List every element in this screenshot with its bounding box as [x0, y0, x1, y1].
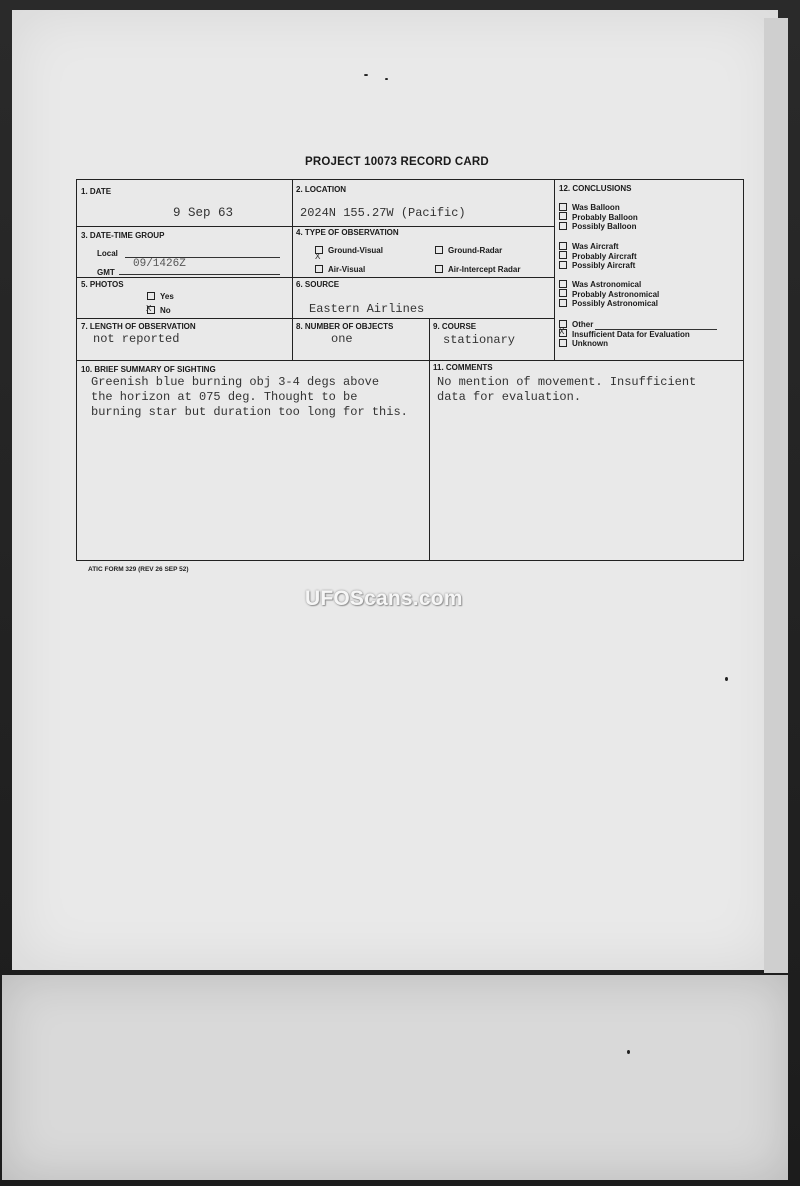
checkbox — [435, 265, 443, 273]
option-air-visual — [315, 265, 365, 274]
conclusion-option: Possibly Balloon — [572, 222, 637, 231]
dust-speck — [364, 74, 368, 76]
dust-speck — [725, 677, 728, 681]
checkbox — [435, 246, 443, 254]
conclusion-option: Was Aircraft — [572, 242, 619, 251]
source-value: Eastern Airlines — [309, 302, 425, 316]
dust-speck — [627, 1050, 630, 1054]
checkbox — [559, 203, 567, 211]
divider — [429, 318, 430, 560]
conclusions-group-astronomical — [559, 280, 659, 309]
divider — [77, 360, 743, 361]
course-value: stationary — [443, 333, 516, 347]
option-label: Ground-Visual — [328, 246, 383, 255]
divider — [77, 318, 554, 319]
option-label: Air-Intercept Radar — [448, 265, 521, 274]
local-label: Local — [97, 249, 118, 258]
gmt-value: 09/1426Z — [133, 258, 186, 270]
divider — [77, 277, 554, 278]
summary-line: Greenish blue burning obj 3-4 degs above — [91, 375, 380, 389]
divider — [554, 180, 555, 360]
checkbox — [559, 212, 567, 220]
length-value: not reported — [93, 332, 180, 346]
option-label: Air-Visual — [328, 265, 366, 274]
conclusions-group-aircraft — [559, 242, 637, 271]
conclusion-option: Probably Balloon — [572, 212, 638, 222]
checkbox — [559, 339, 567, 347]
photos-yes — [147, 292, 174, 301]
date-label: 1. DATE — [81, 187, 112, 196]
paper-edge — [764, 18, 788, 973]
divider — [292, 180, 293, 360]
conclusion-option: Possibly Astronomical — [572, 299, 658, 308]
conclusions-label: 12. CONCLUSIONS — [559, 184, 632, 193]
option-label: Ground-Radar — [448, 246, 503, 255]
conclusions-group-balloon — [559, 203, 638, 232]
option-label: No — [160, 306, 171, 315]
other-line — [595, 329, 717, 330]
objects-value: one — [331, 332, 353, 346]
summary-label: 10. BRIEF SUMMARY OF SIGHTING — [81, 365, 216, 374]
checkbox — [559, 299, 567, 307]
watermark: UFOScans.com — [305, 587, 463, 610]
photos-no-mark: X — [146, 304, 152, 314]
checkbox — [559, 289, 567, 297]
dtg-label: 3. DATE-TIME GROUP — [81, 231, 165, 240]
checkbox — [147, 292, 155, 300]
checkbox-checked — [315, 265, 323, 273]
location-label: 2. LOCATION — [296, 185, 347, 194]
course-label: 9. COURSE — [433, 322, 477, 331]
conclusion-option: Probably Aircraft — [572, 251, 637, 261]
date-value: 9 Sep 63 — [173, 206, 234, 220]
divider — [743, 360, 744, 560]
summary-line: the horizon at 075 deg. Thought to be — [91, 390, 358, 404]
length-label: 7. LENGTH OF OBSERVATION — [81, 322, 196, 331]
checkbox — [559, 280, 567, 288]
comments-text — [437, 375, 696, 405]
type-label: 4. TYPE OF OBSERVATION — [296, 228, 399, 237]
conclusion-option: Probably Astronomical — [572, 289, 660, 299]
location-value: 2024N 155.27W (Pacific) — [300, 206, 466, 220]
checkbox — [559, 261, 567, 269]
insufficient-data-mark: X — [559, 327, 565, 337]
divider — [77, 226, 554, 227]
comments-line: data for evaluation. — [437, 390, 582, 404]
gmt-line — [119, 274, 280, 275]
conclusion-option: Possibly Aircraft — [572, 261, 636, 270]
conclusion-option: Was Balloon — [572, 203, 620, 212]
option-ground-visual — [315, 246, 383, 255]
option-label: Yes — [160, 292, 174, 301]
summary-line: burning star but duration too long for this. — [91, 405, 408, 419]
dust-speck — [385, 78, 388, 80]
checkbox — [559, 251, 567, 259]
card-title: PROJECT 10073 RECORD CARD — [305, 156, 489, 168]
conclusion-option: Other — [572, 320, 594, 329]
air-visual-mark: X — [315, 252, 321, 262]
option-ground-radar — [435, 246, 502, 255]
conclusion-option: Unknown — [572, 339, 608, 348]
checkbox — [559, 242, 567, 250]
gmt-label: GMT — [97, 268, 115, 277]
conclusion-option: Was Astronomical — [572, 280, 642, 289]
underlying-sheet — [2, 975, 788, 1180]
photos-label: 5. PHOTOS — [81, 280, 124, 289]
source-label: 6. SOURCE — [296, 280, 340, 289]
comments-line: No mention of movement. Insufficient — [437, 375, 697, 389]
conclusion-option: Insufficient Data for Evaluation — [572, 329, 690, 339]
summary-text — [91, 375, 408, 420]
comments-label: 11. COMMENTS — [433, 363, 493, 372]
record-card — [76, 179, 744, 561]
checkbox — [559, 222, 567, 230]
objects-label: 8. NUMBER OF OBJECTS — [296, 322, 394, 331]
conclusions-group-other — [559, 320, 717, 349]
form-number: ATIC FORM 329 (REV 26 SEP 52) — [88, 566, 189, 573]
option-air-intercept-radar — [435, 265, 520, 274]
